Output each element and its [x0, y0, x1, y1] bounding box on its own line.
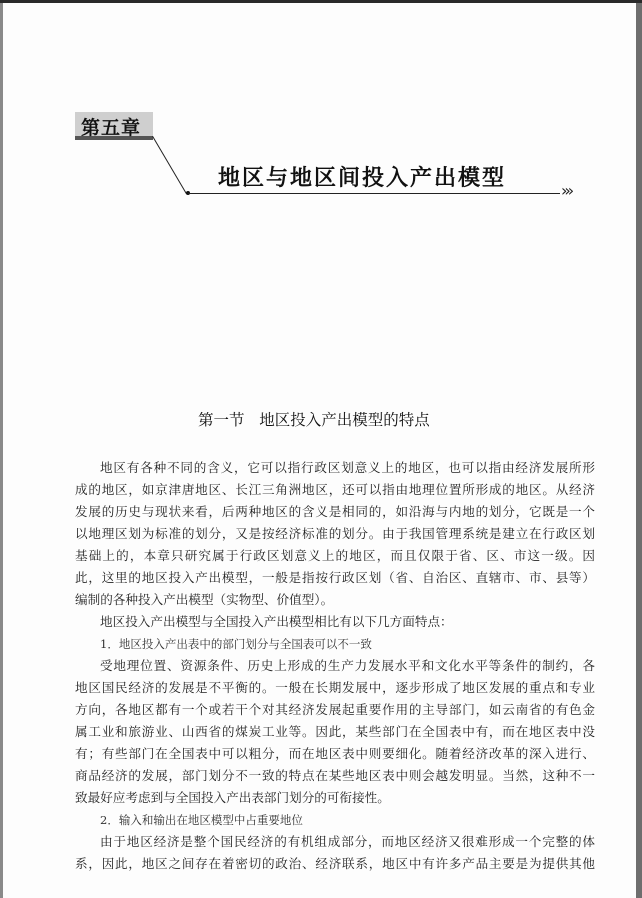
paragraph-line: 属工业和旅游业、山西省的煤炭工业等。因此，某些部门在全国表中有，而在地区表中没: [75, 724, 595, 739]
paragraph-line: 致最好应考虑到与全国投入产出表部门划分的可衔接性。: [75, 790, 390, 805]
paragraph-line: 由于地区经济是整个国民经济的有机组成部分，而地区经济又很难形成一个完整的体: [100, 834, 595, 849]
chapter-label: 第五章: [81, 117, 142, 139]
paragraph-line: 地区有各种不同的含义，它可以指行政区划意义上的地区，也可以指由经济发展所形: [100, 460, 595, 475]
paragraph-line: 基础上的，本章只研究属于行政区划意义上的地区，而且仅限于省、区、市这一级。因: [75, 548, 595, 563]
paragraph-line: 地区国民经济的发展是不平衡的。一般在长期发展中，逐步形成了地区发展的重点和专业: [75, 680, 595, 695]
paragraph-line: 此，这里的地区投入产出模型，一般是指按行政区划（省、自治区、直辖市、市、县等）: [75, 570, 595, 585]
paragraph-line: 以地理区划为标准的划分，又是按经济标准的划分。由于我国管理系统是建立在行政区划: [75, 526, 595, 541]
paragraph-line: 商品经济的发展，部门划分不一致的特点在某些地区表中则会越发明显。当然，这种不一: [75, 768, 595, 783]
paragraph-line: 成的地区，如京津唐地区、长江三角洲地区，还可以指由地理位置所形成的地区。从经济: [75, 482, 595, 497]
page-edge-shadow: [636, 3, 642, 898]
paragraph-line: 系，因此，地区之间存在着密切的政治、经济联系，地区中有许多产品主要是为提供其他: [75, 856, 595, 871]
paragraph-line: 地区投入产出模型与全国投入产出模型相比有以下几方面特点：: [100, 614, 453, 629]
chapter-diagonal-rule: [152, 136, 187, 194]
paragraph-line: 编制的各种投入产出模型（实物型、价值型）。: [75, 592, 334, 607]
paragraph-line: 受地理位置、资源条件、历史上形成的生产力发展水平和文化水平等条件的制约，各: [100, 658, 595, 673]
paragraph-line: 方向，各地区都有一个或若干个对其经济发展起重要作用的主导部门，如云南省的有色金: [75, 702, 595, 717]
chevron-arrows-icon: ›››: [561, 181, 572, 200]
chapter-title: 地区与地区间投入产出模型: [218, 165, 507, 191]
paragraph-line: 发展的历史与现状来看，后两种地区的含义是相同的，如沿海与内地的划分，它既是一个: [75, 504, 595, 519]
chapter-title-rule: [188, 193, 560, 194]
paragraph-line: 有；有些部门在全国表中可以粗分，而在地区表中则要细化。随着经济改革的深入进行、: [75, 746, 595, 761]
section-heading: 第一节 地区投入产出模型的特点: [198, 411, 430, 429]
document-page: [3, 3, 636, 898]
subheading: 1．地区投入产出表中的部门划分与全国表可以不一致: [100, 637, 372, 651]
subheading: 2．输入和输出在地区模型中占重要地位: [100, 813, 303, 827]
